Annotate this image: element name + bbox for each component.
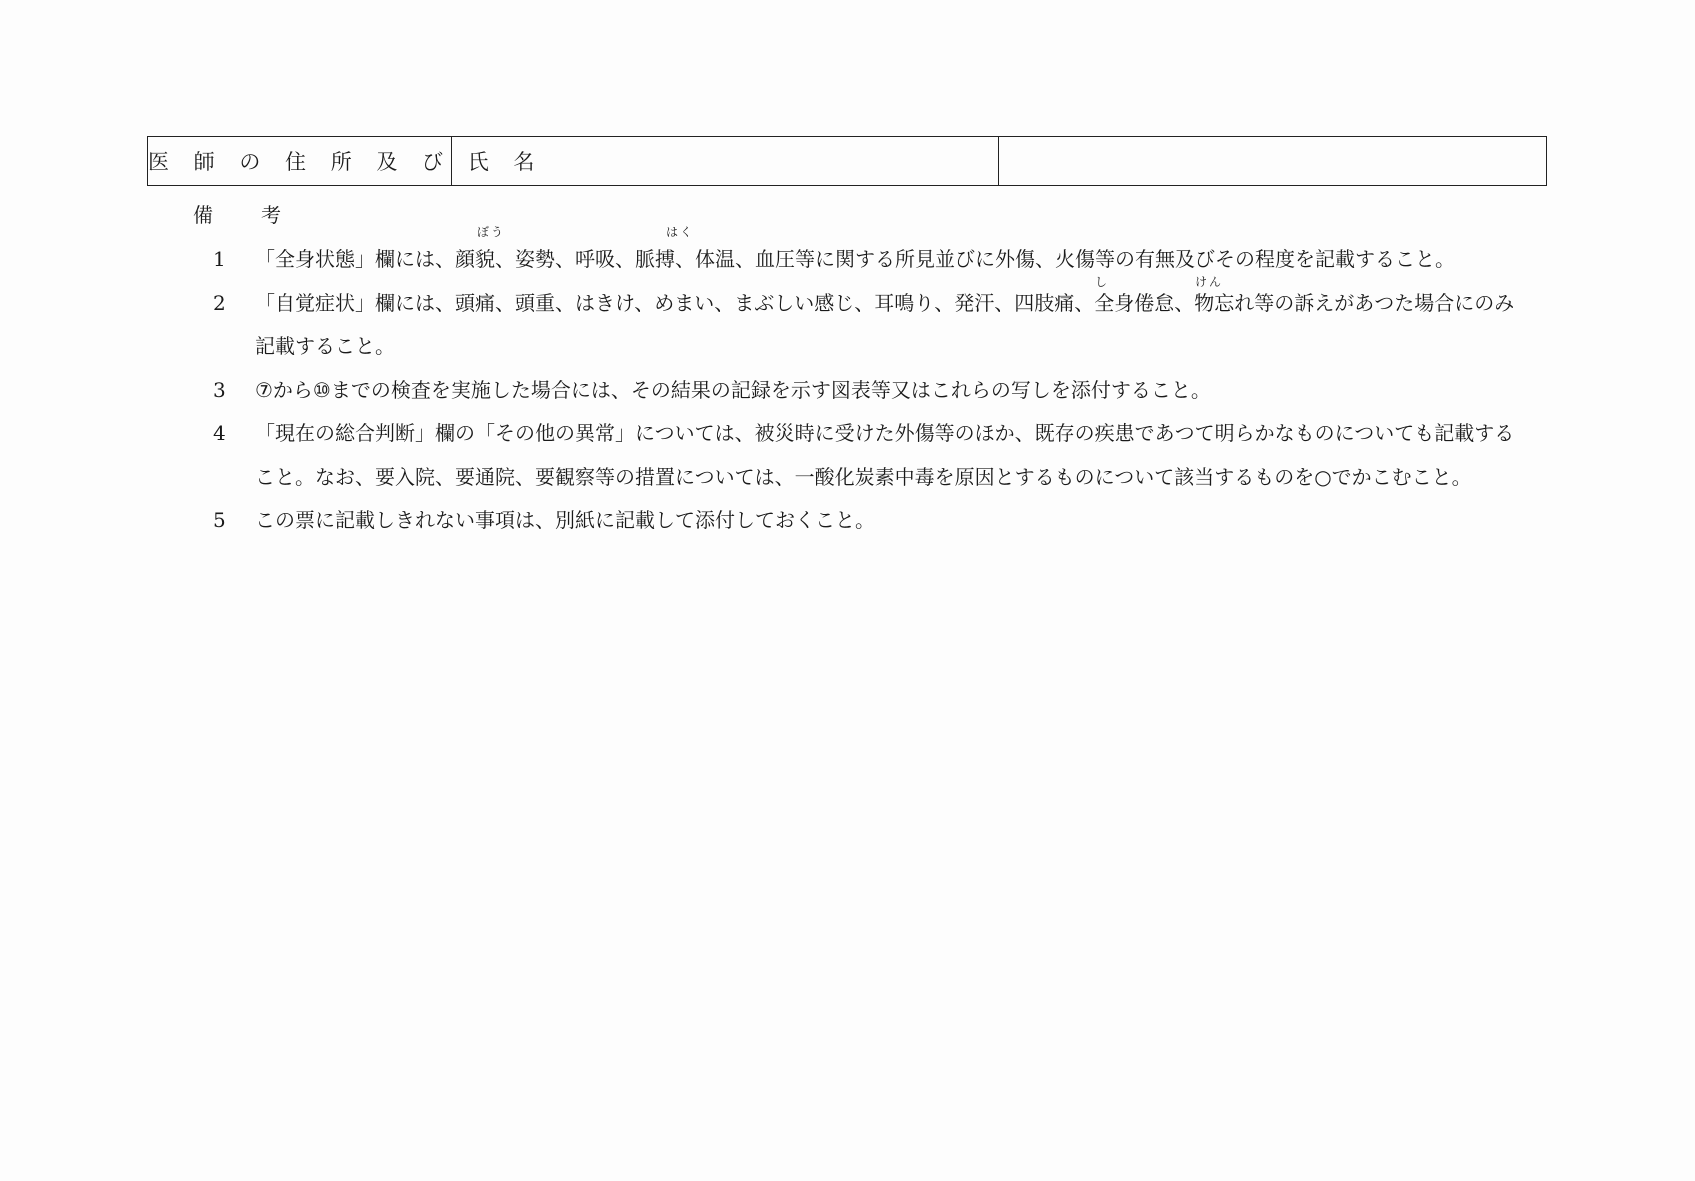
ruby-bou: ぼう	[477, 225, 506, 239]
remark-text: 「全身状態」欄には、顔貌、姿勢、呼吸、脈搏、体温、血圧等に関する所見並びに外傷、火傷等の有無及びその程度を記載すること。	[255, 247, 1455, 271]
physician-row	[148, 137, 1547, 186]
remarks-title: 備 考	[193, 203, 295, 227]
remark-number: 2	[213, 290, 226, 315]
physician-label: 医 師 の 住 所 及 び 氏 名	[148, 137, 452, 186]
remark-number: 4	[213, 421, 226, 445]
remark-item	[193, 282, 1533, 369]
remark-text: この票に記載しきれない事項は、別紙に記載して添付しておくこと。	[255, 508, 875, 532]
remark-number: 3	[213, 377, 226, 402]
remark-number: 1	[213, 247, 226, 271]
ruby-ken: けん	[1195, 275, 1224, 289]
ruby-haku: はく	[666, 225, 695, 239]
remarks-section	[193, 198, 1533, 543]
remark-item	[193, 412, 1533, 499]
remark-item	[193, 238, 1533, 282]
remark-text: 「現在の総合判断」欄の「その他の異常」については、被災時に受けた外傷等のほか、既存の疾患であつて明らかなものについても記載すること。なお、要入院、要通院、要観察等の措置については、一酸化炭素中毒を原因とするものについて該当するものを○でかこむこと。	[255, 421, 1515, 489]
remark-item	[193, 499, 1533, 543]
remark-text: 「自覚症状」欄には、頭痛、頭重、はきけ、めまい、まぶしい感じ、耳鳴り、発汗、四肢痛、全身倦怠、物忘れ等の訴えがあつた場合にのみ記載すること。	[255, 290, 1515, 358]
remark-number: 5	[213, 508, 226, 532]
ruby-shi: し	[1095, 275, 1110, 289]
remark-item	[193, 369, 1533, 413]
physician-name-field[interactable]	[999, 137, 1547, 186]
physician-address-name-table	[147, 136, 1547, 186]
remark-text: ⑦から⑩までの検査を実施した場合には、その結果の記録を示す図表等又はこれらの写しを添付すること。	[255, 377, 1211, 402]
